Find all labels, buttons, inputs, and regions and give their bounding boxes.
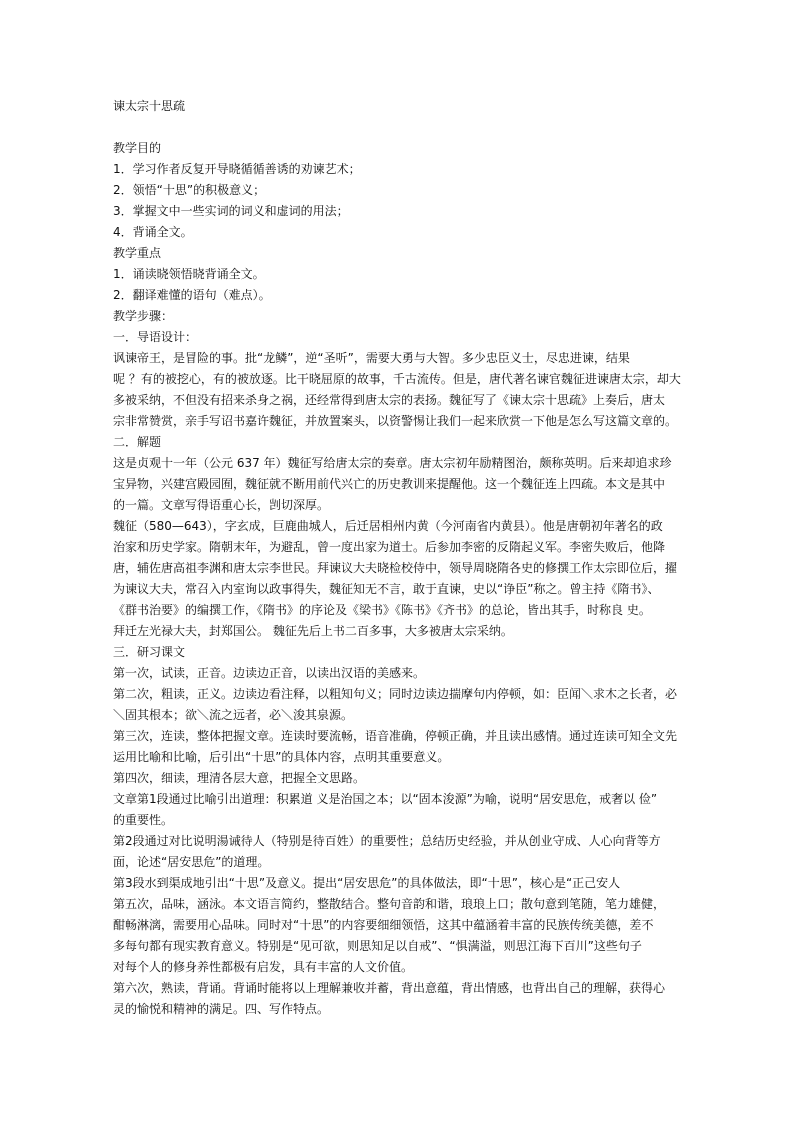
text-line: 第六次，熟读，背诵。背诵时能将以上理解兼收并蓄，背出意蕴，背出情感，也背出自己的理解，获得心 bbox=[113, 981, 666, 995]
text-line: 第二次，粗读，正义。边读边看注释，以粗知句义；同时边读边揣摩句内停顿，如：臣闻＼求木之长者，必 bbox=[113, 687, 678, 701]
text-line: 教学步骤： bbox=[113, 309, 174, 323]
text-line: 讽谏帝王，是冒险的事。批“龙鳞”，逆“圣听”，需要大勇与大智。多少忠臣义士，尽忠进谏，结果 bbox=[113, 351, 630, 365]
text-line: 4．背诵全文。 bbox=[113, 225, 193, 239]
text-line: 的一篇。文章写得语重心长，剀切深厚。 bbox=[113, 498, 330, 512]
text-line: 第3段水到渠成地引出“十思”及意义。提出“居安思危”的具体做法，即“十思”，核心是“正己安人 bbox=[113, 876, 621, 890]
text-line: 呢 ？有的被挖心，有的被放逐。比干晓屈原的故事，千古流传。但是，唐代著名谏官魏征进谏唐太宗，却大 bbox=[113, 372, 681, 386]
text-line: 1．学习作者反复开导晓循循善诱的劝谏艺术； bbox=[113, 162, 361, 176]
text-line: 第四次，细读，理清各层大意，把握全文思路。 bbox=[113, 771, 366, 785]
text-line: 唐，辅佐唐高祖李渊和唐太宗李世民。拜谏议大夫晓检校侍中，领导周晓隋各史的修撰工作太宗即位后，擢 bbox=[113, 561, 678, 575]
text-line: 第2段通过对比说明湯诫待人（特别是待百姓）的重要性；总结历史经验，并从创业守成、人心向背等方 bbox=[113, 834, 661, 848]
text-line: 宗非常赞赏，亲手写诏书嘉许魏征，并放置案头，以资警惕让我们一起来欣赏一下他是怎么写这篇文章的。 bbox=[113, 414, 678, 428]
text-line: 的重要性。 bbox=[113, 813, 174, 827]
text-line: 运用比喻和比喻，后引出“十思”的具体内容，点明其重要意义。 bbox=[113, 750, 450, 764]
text-line: 文章第1段通过比喻引出道理：积累道 义是治国之本；以“固本浚源”为喻，说明“居安思危，戒奢以 俭” bbox=[113, 792, 658, 806]
document-title: 谏太宗十思疏 bbox=[113, 99, 186, 113]
text-line: 治家和历史学家。隋朝末年，为避乱，曾一度出家为道士。后参加李密的反隋起义军。李密失败后，他降 bbox=[113, 540, 666, 554]
text-line: 面，论述“居安思危”的道理。 bbox=[113, 855, 270, 869]
text-line: 灵的愉悦和精神的满足。四、写作特点。 bbox=[113, 1002, 330, 1016]
text-line: 宝异物，兴建宫殿园囿，魏征就不断用前代兴亡的历史教训来提醒他。这一个魏征连上四疏。本文是其中 bbox=[113, 477, 666, 491]
text-line: 第一次，试读，正音。边读边正音，以读出汉语的美感来。 bbox=[113, 666, 426, 680]
text-line: 三．研习课文 bbox=[113, 645, 186, 659]
text-line: 多被采纳，不但没有招来杀身之祸，还经常得到唐太宗的表扬。魏征写了《谏太宗十思疏》上奏后，唐太 bbox=[113, 393, 666, 407]
text-line: 为谏议大夫，常召入内室询以政事得失，魏征知无不言，敢于直谏，史以“诤臣”称之。曾主持《隋书》、 bbox=[113, 582, 660, 596]
text-line: 教学重点 bbox=[113, 246, 162, 260]
text-line: 二．解题 bbox=[113, 435, 162, 449]
document-body bbox=[113, 138, 683, 1020]
text-line: 1．诵读晓领悟晓背诵全文。 bbox=[113, 267, 265, 281]
text-line: 这是贞观十一年（公元 637 年）魏征写给唐太宗的奏章。唐太宗初年励精图治，颇称英明。后来却追求珍 bbox=[113, 456, 672, 470]
text-line: 3．掌握文中一些实词的词义和虚词的用法； bbox=[113, 204, 349, 218]
text-line: 2．翻译难懂的语句（难点）。 bbox=[113, 288, 271, 302]
text-line: 魏征（580—643），字玄成，巨鹿曲城人，后迁居相州内黄（今河南省内黄县）。他是唐朝初年著名的政 bbox=[113, 519, 663, 533]
text-line: 拜迁左光禄大夫，封郑国公。 魏征先后上书二百多事，大多被唐太宗采纳。 bbox=[113, 624, 513, 638]
text-line: 2．领悟“十思”的积极意义； bbox=[113, 183, 266, 197]
text-line: 第三次，连读，整体把握文章。连读时要流畅，语音准确，停顿正确，并且读出感情。通过连读可知全文先 bbox=[113, 729, 678, 743]
text-line: 教学目的 bbox=[113, 141, 162, 155]
text-line: 一．导语设计： bbox=[113, 330, 198, 344]
text-line: ＼固其根本；欲＼流之远者，必＼浚其泉源。 bbox=[113, 708, 354, 722]
text-line: 对每个人的修身养性都极有启发，具有丰富的人文价值。 bbox=[113, 960, 414, 974]
text-line: 《群书治要》的编撰工作，《隋书》的序论及《梁书》《陈书》《齐书》的总论，皆出其手，时称良 史。 bbox=[113, 603, 651, 617]
text-line: 多每句都有现实教育意义。特别是“见可欲，则思知足以自戒”、“惧满溢，则思江海下百川”这些句子 bbox=[113, 939, 642, 953]
text-line: 酣畅淋漓，需要用心品味。同时对“十思”的内容要细细领悟，这其中蕴涵着丰富的民族传统美德，差不 bbox=[113, 918, 654, 932]
text-line: 第五次，品味，涵泳。本文语言简约，整散结合。整句音韵和谐，琅琅上口；散句意到笔随，笔力雄健， bbox=[113, 897, 666, 911]
document-page bbox=[113, 96, 683, 1020]
